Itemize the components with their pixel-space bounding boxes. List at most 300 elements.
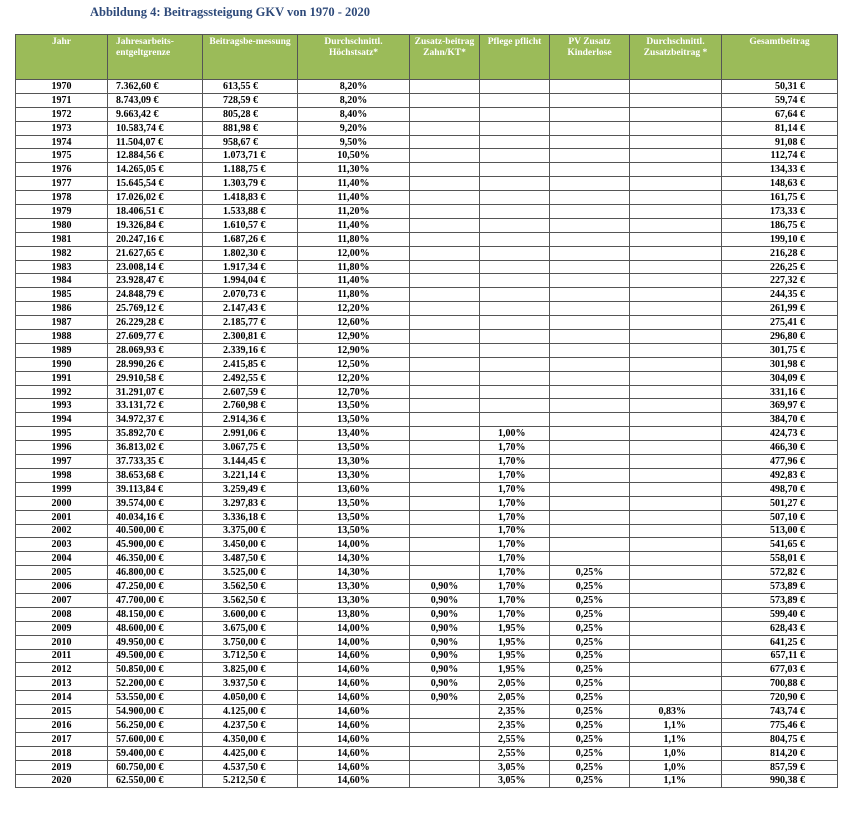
cell-avg-max-rate: 14,30% (298, 566, 410, 580)
cell-care-childless-surcharge (550, 191, 630, 205)
cell-income-limit: 29.910,58 € (108, 371, 203, 385)
cell-income-limit: 46.800,00 € (108, 566, 203, 580)
cell-assessment-ceiling: 2.300,81 € (203, 330, 298, 344)
cell-assessment-ceiling: 3.297,83 € (203, 496, 298, 510)
cell-total-contribution: 244,35 € (722, 288, 838, 302)
cell-assessment-ceiling: 3.450,00 € (203, 538, 298, 552)
header-care-childless-surcharge: PV Zusatz Kinderlose (550, 35, 630, 80)
cell-income-limit: 25.769,12 € (108, 302, 203, 316)
cell-care-insurance (480, 385, 550, 399)
cell-total-contribution: 59,74 € (722, 93, 838, 107)
header-income-limit: Jahresarbeits-entgeltgrenze (108, 35, 203, 80)
cell-care-insurance: 3,05% (480, 760, 550, 774)
cell-avg-max-rate: 13,40% (298, 427, 410, 441)
cell-avg-extra-contribution (630, 177, 722, 191)
cell-year: 1997 (16, 455, 108, 469)
cell-care-childless-surcharge: 0,25% (550, 732, 630, 746)
cell-extra-contribution-dental (410, 177, 480, 191)
cell-extra-contribution-dental (410, 232, 480, 246)
cell-avg-max-rate: 12,20% (298, 371, 410, 385)
cell-total-contribution: 814,20 € (722, 746, 838, 760)
table-row (16, 593, 838, 607)
cell-assessment-ceiling: 3.221,14 € (203, 468, 298, 482)
cell-care-childless-surcharge: 0,25% (550, 580, 630, 594)
cell-extra-contribution-dental (410, 705, 480, 719)
table-row (16, 288, 838, 302)
cell-care-insurance: 1,70% (480, 496, 550, 510)
cell-care-childless-surcharge (550, 302, 630, 316)
cell-total-contribution: 541,65 € (722, 538, 838, 552)
cell-year: 2014 (16, 691, 108, 705)
cell-extra-contribution-dental (410, 357, 480, 371)
cell-care-childless-surcharge (550, 441, 630, 455)
cell-income-limit: 24.848,79 € (108, 288, 203, 302)
cell-total-contribution: 134,33 € (722, 163, 838, 177)
cell-extra-contribution-dental (410, 343, 480, 357)
table-row (16, 177, 838, 191)
table-row (16, 80, 838, 94)
cell-avg-extra-contribution (630, 524, 722, 538)
cell-extra-contribution-dental: 0,90% (410, 677, 480, 691)
cell-year: 2003 (16, 538, 108, 552)
table-body (16, 80, 838, 788)
cell-care-childless-surcharge: 0,25% (550, 691, 630, 705)
table-row (16, 718, 838, 732)
cell-income-limit: 38.653,68 € (108, 468, 203, 482)
cell-total-contribution: 301,98 € (722, 357, 838, 371)
cell-assessment-ceiling: 3.675,00 € (203, 621, 298, 635)
cell-care-childless-surcharge (550, 343, 630, 357)
cell-income-limit: 49.500,00 € (108, 649, 203, 663)
cell-avg-extra-contribution (630, 80, 722, 94)
cell-total-contribution: 216,28 € (722, 246, 838, 260)
table-row (16, 691, 838, 705)
cell-extra-contribution-dental (410, 510, 480, 524)
table-row (16, 635, 838, 649)
cell-care-insurance: 1,70% (480, 593, 550, 607)
cell-care-childless-surcharge (550, 163, 630, 177)
cell-extra-contribution-dental (410, 149, 480, 163)
cell-year: 2020 (16, 774, 108, 788)
cell-care-insurance: 1,70% (480, 441, 550, 455)
cell-avg-extra-contribution (630, 607, 722, 621)
cell-year: 1992 (16, 385, 108, 399)
cell-avg-extra-contribution (630, 246, 722, 260)
table-row (16, 316, 838, 330)
cell-care-insurance: 1,70% (480, 468, 550, 482)
cell-avg-max-rate: 10,50% (298, 149, 410, 163)
cell-extra-contribution-dental (410, 93, 480, 107)
cell-avg-max-rate: 14,00% (298, 635, 410, 649)
cell-extra-contribution-dental (410, 371, 480, 385)
cell-care-childless-surcharge: 0,25% (550, 746, 630, 760)
cell-assessment-ceiling: 5.212,50 € (203, 774, 298, 788)
cell-avg-max-rate: 13,30% (298, 593, 410, 607)
cell-total-contribution: 628,43 € (722, 621, 838, 635)
cell-year: 2010 (16, 635, 108, 649)
cell-care-childless-surcharge (550, 232, 630, 246)
cell-avg-extra-contribution (630, 468, 722, 482)
cell-extra-contribution-dental (410, 205, 480, 219)
cell-avg-max-rate: 13,50% (298, 524, 410, 538)
cell-total-contribution: 501,27 € (722, 496, 838, 510)
cell-care-childless-surcharge: 0,25% (550, 718, 630, 732)
cell-income-limit: 23.008,14 € (108, 260, 203, 274)
cell-avg-max-rate: 11,80% (298, 232, 410, 246)
cell-care-insurance (480, 107, 550, 121)
cell-avg-max-rate: 14,60% (298, 732, 410, 746)
cell-year: 2008 (16, 607, 108, 621)
cell-income-limit: 17.026,02 € (108, 191, 203, 205)
cell-care-insurance (480, 343, 550, 357)
cell-avg-max-rate: 14,60% (298, 649, 410, 663)
cell-care-insurance: 1,70% (480, 455, 550, 469)
cell-year: 2016 (16, 718, 108, 732)
cell-care-childless-surcharge (550, 357, 630, 371)
cell-income-limit: 57.600,00 € (108, 732, 203, 746)
cell-extra-contribution-dental (410, 455, 480, 469)
table-row (16, 121, 838, 135)
cell-year: 1998 (16, 468, 108, 482)
cell-income-limit: 9.663,42 € (108, 107, 203, 121)
cell-total-contribution: 573,89 € (722, 580, 838, 594)
cell-avg-extra-contribution (630, 218, 722, 232)
cell-avg-extra-contribution (630, 677, 722, 691)
cell-care-insurance: 1,00% (480, 427, 550, 441)
cell-care-insurance (480, 177, 550, 191)
cell-extra-contribution-dental (410, 496, 480, 510)
cell-avg-extra-contribution (630, 135, 722, 149)
cell-avg-max-rate: 11,30% (298, 163, 410, 177)
cell-care-childless-surcharge (550, 246, 630, 260)
cell-year: 2015 (16, 705, 108, 719)
cell-year: 2007 (16, 593, 108, 607)
cell-avg-extra-contribution: 1,0% (630, 760, 722, 774)
cell-care-childless-surcharge (550, 427, 630, 441)
cell-extra-contribution-dental: 0,90% (410, 663, 480, 677)
cell-total-contribution: 227,32 € (722, 274, 838, 288)
cell-avg-extra-contribution (630, 580, 722, 594)
cell-avg-extra-contribution (630, 566, 722, 580)
cell-avg-extra-contribution (630, 163, 722, 177)
cell-avg-extra-contribution (630, 441, 722, 455)
cell-total-contribution: 743,74 € (722, 705, 838, 719)
cell-assessment-ceiling: 3.067,75 € (203, 441, 298, 455)
cell-income-limit: 36.813,02 € (108, 441, 203, 455)
cell-income-limit: 47.250,00 € (108, 580, 203, 594)
cell-total-contribution: 700,88 € (722, 677, 838, 691)
cell-total-contribution: 186,75 € (722, 218, 838, 232)
table-row (16, 621, 838, 635)
cell-total-contribution: 720,90 € (722, 691, 838, 705)
cell-year: 1985 (16, 288, 108, 302)
cell-care-insurance (480, 191, 550, 205)
cell-care-insurance: 1,70% (480, 524, 550, 538)
cell-assessment-ceiling: 2.760,98 € (203, 399, 298, 413)
cell-care-insurance (480, 232, 550, 246)
cell-care-childless-surcharge (550, 552, 630, 566)
cell-care-childless-surcharge: 0,25% (550, 635, 630, 649)
cell-avg-max-rate: 11,40% (298, 177, 410, 191)
table-row (16, 427, 838, 441)
cell-avg-max-rate: 13,50% (298, 510, 410, 524)
table-row (16, 774, 838, 788)
cell-assessment-ceiling: 4.050,00 € (203, 691, 298, 705)
cell-avg-extra-contribution (630, 538, 722, 552)
cell-assessment-ceiling: 4.425,00 € (203, 746, 298, 760)
figure-caption: Abbildung 4: Beitragssteigung GKV von 1970 - 2020 (90, 5, 371, 19)
cell-income-limit: 18.406,51 € (108, 205, 203, 219)
cell-avg-extra-contribution (630, 149, 722, 163)
cell-year: 1994 (16, 413, 108, 427)
cell-income-limit: 48.150,00 € (108, 607, 203, 621)
cell-total-contribution: 226,25 € (722, 260, 838, 274)
cell-avg-extra-contribution (630, 205, 722, 219)
cell-assessment-ceiling: 2.492,55 € (203, 371, 298, 385)
cell-extra-contribution-dental (410, 468, 480, 482)
cell-income-limit: 56.250,00 € (108, 718, 203, 732)
table-row (16, 107, 838, 121)
cell-care-insurance: 2,55% (480, 746, 550, 760)
cell-avg-max-rate: 12,60% (298, 316, 410, 330)
cell-assessment-ceiling: 3.259,49 € (203, 482, 298, 496)
cell-care-insurance: 2,35% (480, 718, 550, 732)
cell-year: 1972 (16, 107, 108, 121)
cell-income-limit: 39.113,84 € (108, 482, 203, 496)
cell-extra-contribution-dental (410, 552, 480, 566)
cell-extra-contribution-dental (410, 191, 480, 205)
cell-avg-extra-contribution (630, 93, 722, 107)
cell-total-contribution: 804,75 € (722, 732, 838, 746)
table-row (16, 524, 838, 538)
cell-avg-max-rate: 13,50% (298, 399, 410, 413)
cell-assessment-ceiling: 2.607,59 € (203, 385, 298, 399)
cell-income-limit: 48.600,00 € (108, 621, 203, 635)
cell-avg-extra-contribution: 1,1% (630, 718, 722, 732)
cell-care-childless-surcharge (550, 177, 630, 191)
cell-total-contribution: 507,10 € (722, 510, 838, 524)
cell-avg-extra-contribution (630, 274, 722, 288)
cell-year: 1979 (16, 205, 108, 219)
table-row (16, 246, 838, 260)
table-row (16, 302, 838, 316)
cell-year: 1991 (16, 371, 108, 385)
cell-care-childless-surcharge (550, 524, 630, 538)
cell-extra-contribution-dental (410, 538, 480, 552)
cell-total-contribution: 199,10 € (722, 232, 838, 246)
cell-total-contribution: 112,74 € (722, 149, 838, 163)
cell-extra-contribution-dental (410, 316, 480, 330)
table-row (16, 663, 838, 677)
cell-avg-extra-contribution (630, 330, 722, 344)
cell-avg-max-rate: 13,60% (298, 482, 410, 496)
cell-year: 2018 (16, 746, 108, 760)
cell-year: 1996 (16, 441, 108, 455)
cell-year: 2009 (16, 621, 108, 635)
cell-assessment-ceiling: 1.610,57 € (203, 218, 298, 232)
cell-income-limit: 7.362,60 € (108, 80, 203, 94)
cell-care-childless-surcharge (550, 510, 630, 524)
cell-total-contribution: 599,40 € (722, 607, 838, 621)
cell-assessment-ceiling: 2.070,73 € (203, 288, 298, 302)
cell-income-limit: 27.609,77 € (108, 330, 203, 344)
cell-avg-extra-contribution (630, 191, 722, 205)
cell-assessment-ceiling: 3.144,45 € (203, 455, 298, 469)
cell-avg-max-rate: 14,60% (298, 705, 410, 719)
table-row (16, 455, 838, 469)
cell-income-limit: 49.950,00 € (108, 635, 203, 649)
cell-avg-max-rate: 9,20% (298, 121, 410, 135)
cell-care-insurance: 1,95% (480, 621, 550, 635)
cell-total-contribution: 304,09 € (722, 371, 838, 385)
cell-total-contribution: 572,82 € (722, 566, 838, 580)
cell-assessment-ceiling: 1.533,88 € (203, 205, 298, 219)
cell-care-insurance (480, 246, 550, 260)
cell-total-contribution: 275,41 € (722, 316, 838, 330)
cell-avg-extra-contribution (630, 621, 722, 635)
table-row (16, 580, 838, 594)
table-row (16, 260, 838, 274)
cell-extra-contribution-dental (410, 330, 480, 344)
cell-year: 1993 (16, 399, 108, 413)
table-row (16, 441, 838, 455)
cell-total-contribution: 857,59 € (722, 760, 838, 774)
cell-year: 1970 (16, 80, 108, 94)
cell-year: 2002 (16, 524, 108, 538)
cell-income-limit: 34.972,37 € (108, 413, 203, 427)
cell-total-contribution: 466,30 € (722, 441, 838, 455)
table-row (16, 413, 838, 427)
cell-care-childless-surcharge (550, 316, 630, 330)
cell-income-limit: 39.574,00 € (108, 496, 203, 510)
cell-care-childless-surcharge (550, 385, 630, 399)
cell-extra-contribution-dental (410, 218, 480, 232)
cell-total-contribution: 161,75 € (722, 191, 838, 205)
cell-total-contribution: 513,00 € (722, 524, 838, 538)
cell-care-insurance (480, 163, 550, 177)
cell-assessment-ceiling: 958,67 € (203, 135, 298, 149)
cell-assessment-ceiling: 613,55 € (203, 80, 298, 94)
cell-income-limit: 54.900,00 € (108, 705, 203, 719)
cell-assessment-ceiling: 3.375,00 € (203, 524, 298, 538)
cell-extra-contribution-dental (410, 441, 480, 455)
cell-income-limit: 28.990,26 € (108, 357, 203, 371)
cell-avg-max-rate: 12,70% (298, 385, 410, 399)
cell-care-insurance (480, 260, 550, 274)
cell-care-childless-surcharge (550, 482, 630, 496)
cell-care-childless-surcharge (550, 330, 630, 344)
cell-income-limit: 47.700,00 € (108, 593, 203, 607)
cell-assessment-ceiling: 3.562,50 € (203, 580, 298, 594)
cell-extra-contribution-dental (410, 135, 480, 149)
cell-care-childless-surcharge (550, 107, 630, 121)
cell-extra-contribution-dental: 0,90% (410, 649, 480, 663)
cell-assessment-ceiling: 4.350,00 € (203, 732, 298, 746)
table-row (16, 468, 838, 482)
cell-year: 2005 (16, 566, 108, 580)
cell-assessment-ceiling: 881,98 € (203, 121, 298, 135)
cell-care-childless-surcharge (550, 121, 630, 135)
cell-extra-contribution-dental (410, 399, 480, 413)
cell-income-limit: 59.400,00 € (108, 746, 203, 760)
cell-total-contribution: 331,16 € (722, 385, 838, 399)
cell-total-contribution: 424,73 € (722, 427, 838, 441)
table-row (16, 760, 838, 774)
cell-assessment-ceiling: 3.825,00 € (203, 663, 298, 677)
cell-income-limit: 11.504,07 € (108, 135, 203, 149)
cell-care-childless-surcharge (550, 135, 630, 149)
cell-avg-max-rate: 13,30% (298, 580, 410, 594)
table-row (16, 343, 838, 357)
cell-care-insurance: 1,70% (480, 552, 550, 566)
table-row (16, 705, 838, 719)
cell-extra-contribution-dental (410, 302, 480, 316)
cell-avg-max-rate: 14,00% (298, 538, 410, 552)
cell-care-insurance (480, 218, 550, 232)
header-row (16, 35, 838, 80)
table-row (16, 649, 838, 663)
cell-avg-extra-contribution (630, 413, 722, 427)
cell-avg-max-rate: 13,50% (298, 441, 410, 455)
cell-year: 1986 (16, 302, 108, 316)
cell-avg-max-rate: 8,40% (298, 107, 410, 121)
cell-avg-extra-contribution (630, 635, 722, 649)
cell-total-contribution: 384,70 € (722, 413, 838, 427)
cell-income-limit: 53.550,00 € (108, 691, 203, 705)
cell-care-childless-surcharge: 0,25% (550, 760, 630, 774)
cell-avg-max-rate: 12,20% (298, 302, 410, 316)
table-row (16, 607, 838, 621)
cell-total-contribution: 573,89 € (722, 593, 838, 607)
cell-year: 1984 (16, 274, 108, 288)
cell-care-childless-surcharge: 0,25% (550, 774, 630, 788)
cell-total-contribution: 775,46 € (722, 718, 838, 732)
cell-avg-max-rate: 8,20% (298, 93, 410, 107)
cell-avg-max-rate: 14,00% (298, 621, 410, 635)
cell-avg-extra-contribution (630, 649, 722, 663)
cell-extra-contribution-dental (410, 274, 480, 288)
cell-total-contribution: 492,83 € (722, 468, 838, 482)
cell-total-contribution: 301,75 € (722, 343, 838, 357)
cell-assessment-ceiling: 728,59 € (203, 93, 298, 107)
cell-year: 1983 (16, 260, 108, 274)
table-row (16, 510, 838, 524)
cell-income-limit: 45.900,00 € (108, 538, 203, 552)
cell-extra-contribution-dental (410, 413, 480, 427)
table-row (16, 135, 838, 149)
cell-care-insurance (480, 302, 550, 316)
cell-care-insurance (480, 330, 550, 344)
cell-avg-extra-contribution (630, 496, 722, 510)
cell-year: 2013 (16, 677, 108, 691)
header-care-insurance: Pflege pflicht (480, 35, 550, 80)
cell-income-limit: 19.326,84 € (108, 218, 203, 232)
header-assessment-ceiling: Beitragsbe-messung (203, 35, 298, 80)
cell-care-insurance (480, 316, 550, 330)
cell-care-insurance (480, 93, 550, 107)
cell-avg-max-rate: 11,80% (298, 288, 410, 302)
cell-assessment-ceiling: 3.712,50 € (203, 649, 298, 663)
header-avg-extra-contribution: Durchschnittl. Zusatzbeitrag * (630, 35, 722, 80)
cell-assessment-ceiling: 3.487,50 € (203, 552, 298, 566)
table-row (16, 232, 838, 246)
cell-income-limit: 31.291,07 € (108, 385, 203, 399)
cell-avg-max-rate: 11,40% (298, 274, 410, 288)
cell-care-childless-surcharge (550, 468, 630, 482)
cell-income-limit: 14.265,05 € (108, 163, 203, 177)
cell-care-insurance: 1,95% (480, 649, 550, 663)
cell-avg-extra-contribution (630, 455, 722, 469)
